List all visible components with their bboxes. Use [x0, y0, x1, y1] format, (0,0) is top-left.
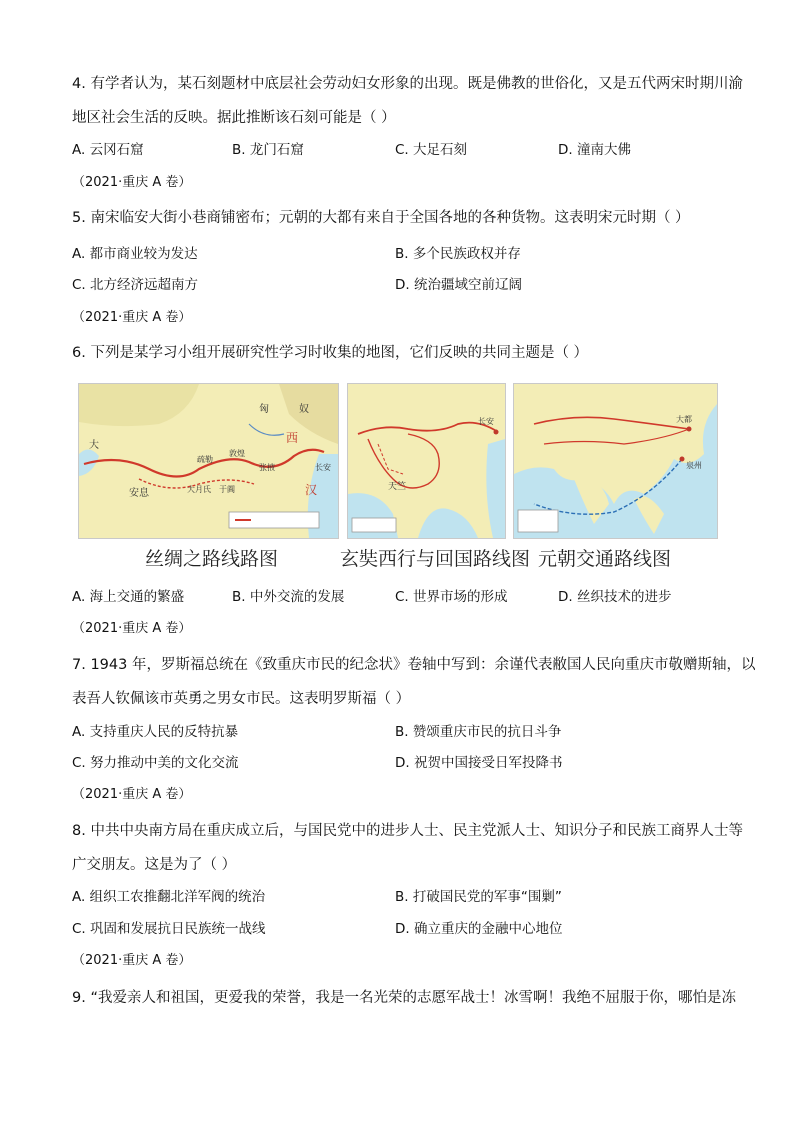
map1-label-zhangye: 张掖 [259, 463, 275, 472]
map1-label-dunhuang: 敦煌 [229, 449, 245, 458]
silk-road-map-image [79, 384, 338, 538]
q8-option-a: A. 组织工农推翻北洋军阀的统治 [72, 889, 266, 905]
map1-label-shule: 疏勒 [197, 455, 213, 464]
q5-source: （2021·重庆 A 卷） [72, 310, 192, 325]
map1-label-da: 大 [89, 440, 99, 451]
q7-stem-line2: 表吾人钦佩该市英勇之男女市民。这表明罗斯福（ ） [72, 691, 411, 707]
q8-option-c: C. 巩固和发展抗日民族统一战线 [72, 921, 266, 937]
q8-stem-line2: 广交朋友。这是为了（ ） [72, 857, 237, 873]
map3-label-quanzhou: 泉州 [686, 461, 702, 470]
q7-stem-line1: 7. 1943 年，罗斯福总统在《致重庆市民的纪念状》卷轴中写到：余谨代表敝国人民向重庆市敬赠斯轴，以 [72, 657, 756, 673]
q4-option-a: A. 云冈石窟 [72, 142, 144, 158]
map1-label-changan: 长安 [315, 463, 331, 472]
yuan-transport-map [513, 383, 718, 539]
q7-option-d: D. 祝贺中国接受日军投降书 [395, 755, 563, 771]
q7-option-a: A. 支持重庆人民的反特抗暴 [72, 724, 239, 740]
q5-option-a: A. 都市商业较为发达 [72, 246, 198, 262]
xuanzang-route-map [347, 383, 506, 539]
q4-option-b: B. 龙门石窟 [232, 142, 304, 158]
map1-label-xiong: 匈 [259, 404, 269, 415]
q8-option-d: D. 确立重庆的金融中心地位 [395, 921, 563, 937]
caption-xuanzang: 玄奘西行与回国路线图 [340, 548, 531, 570]
q5-stem-line1: 5. 南宋临安大街小巷商铺密布；元朝的大都有来自于全国各地的各种货物。这表明宋元时期（ ） [72, 210, 690, 226]
q4-source: （2021·重庆 A 卷） [72, 175, 192, 190]
q4-option-d: D. 潼南大佛 [558, 142, 631, 158]
map1-label-xi: 西 [286, 431, 299, 445]
q6-stem-line1: 6. 下列是某学习小组开展研究性学习时收集的地图，它们反映的共同主题是（ ） [72, 345, 589, 361]
q6-source: （2021·重庆 A 卷） [72, 621, 192, 636]
q4-stem-line2: 地区社会生活的反映。据此推断该石刻可能是（ ） [72, 110, 396, 126]
map1-label-anxi: 安息 [129, 488, 149, 499]
q6-option-d: D. 丝织技术的进步 [558, 589, 672, 605]
q6-option-c: C. 世界市场的形成 [395, 589, 508, 605]
q5-option-c: C. 北方经济远超南方 [72, 277, 199, 293]
q6-option-a: A. 海上交通的繁盛 [72, 589, 185, 605]
silk-road-map [78, 383, 339, 539]
q7-source: （2021·重庆 A 卷） [72, 787, 192, 802]
map1-label-dayuezhi: 大月氏 [187, 485, 211, 494]
q4-stem-line1: 4. 有学者认为，某石刻题材中底层社会劳动妇女形象的出现。既是佛教的世俗化，又是五代两宋时期川渝 [72, 76, 743, 92]
map1-label-nu: 奴 [299, 404, 309, 415]
map2-label-tianzhu: 天竺 [388, 482, 407, 492]
q4-option-c: C. 大足石刻 [395, 142, 468, 158]
caption-silk-road: 丝绸之路线路图 [145, 548, 279, 570]
q7-option-b: B. 赞颂重庆市民的抗日斗争 [395, 724, 562, 740]
q9-stem-line1: 9. “我爱亲人和祖国，更爱我的荣誉，我是一名光荣的志愿军战士！冰雪啊！我绝不屈服于你，哪怕是冻 [72, 990, 736, 1006]
q6-option-b: B. 中外交流的发展 [232, 589, 345, 605]
q7-option-c: C. 努力推动中美的文化交流 [72, 755, 239, 771]
xuanzang-route-map-image [348, 384, 505, 538]
caption-yuan: 元朝交通路线图 [538, 548, 672, 570]
q8-option-b: B. 打破国民党的军事“围剿” [395, 889, 562, 905]
q8-source: （2021·重庆 A 卷） [72, 953, 192, 968]
map1-label-yutian: 于阗 [219, 485, 235, 494]
map3-label-dadu: 大都 [676, 415, 692, 424]
map2-label-changan: 长安 [478, 417, 494, 426]
map1-label-han: 汉 [305, 483, 318, 497]
yuan-transport-map-image [514, 384, 717, 538]
q5-option-d: D. 统治疆域空前辽阔 [395, 277, 522, 293]
q8-stem-line1: 8. 中共中央南方局在重庆成立后，与国民党中的进步人士、民主党派人士、知识分子和民族工商界人士等 [72, 823, 743, 839]
q5-option-b: B. 多个民族政权并存 [395, 246, 521, 262]
